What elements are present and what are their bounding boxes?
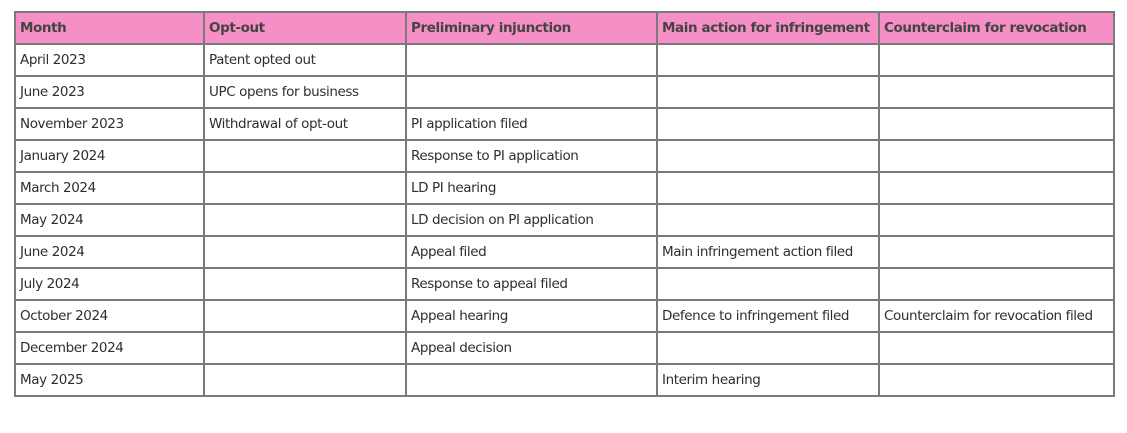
cell-month: May 2024: [15, 204, 204, 236]
cell-counterclaim: [879, 108, 1114, 140]
cell-month: March 2024: [15, 172, 204, 204]
upc-timeline-table: [14, 11, 1115, 397]
cell-opt-out: Withdrawal of opt-out: [204, 108, 406, 140]
cell-month: April 2023: [15, 44, 204, 76]
cell-main-action: [657, 76, 879, 108]
cell-main-action: [657, 44, 879, 76]
cell-preliminary-injunction: LD decision on PI application: [406, 204, 657, 236]
table-row: [15, 140, 1114, 172]
header-opt-out: Opt-out: [204, 12, 406, 44]
cell-month: December 2024: [15, 332, 204, 364]
cell-preliminary-injunction: Response to PI application: [406, 140, 657, 172]
table-row: [15, 268, 1114, 300]
cell-main-action: [657, 332, 879, 364]
cell-main-action: [657, 140, 879, 172]
cell-opt-out: Patent opted out: [204, 44, 406, 76]
cell-month: June 2024: [15, 236, 204, 268]
cell-preliminary-injunction: [406, 364, 657, 396]
table-row: [15, 108, 1114, 140]
cell-month: January 2024: [15, 140, 204, 172]
table-row: [15, 300, 1114, 332]
cell-opt-out: [204, 140, 406, 172]
cell-preliminary-injunction: [406, 44, 657, 76]
cell-counterclaim: Counterclaim for revocation filed: [879, 300, 1114, 332]
cell-opt-out: [204, 268, 406, 300]
cell-counterclaim: [879, 44, 1114, 76]
cell-preliminary-injunction: PI application filed: [406, 108, 657, 140]
cell-preliminary-injunction: [406, 76, 657, 108]
table-row: [15, 364, 1114, 396]
cell-counterclaim: [879, 236, 1114, 268]
header-main-action: Main action for infringement: [657, 12, 879, 44]
header-counterclaim: Counterclaim for revocation: [879, 12, 1114, 44]
cell-month: June 2023: [15, 76, 204, 108]
cell-counterclaim: [879, 76, 1114, 108]
table-row: [15, 172, 1114, 204]
cell-counterclaim: [879, 204, 1114, 236]
cell-preliminary-injunction: Response to appeal filed: [406, 268, 657, 300]
cell-opt-out: [204, 332, 406, 364]
cell-main-action: Interim hearing: [657, 364, 879, 396]
cell-counterclaim: [879, 140, 1114, 172]
cell-opt-out: [204, 364, 406, 396]
table-row: [15, 44, 1114, 76]
cell-preliminary-injunction: Appeal hearing: [406, 300, 657, 332]
cell-month: July 2024: [15, 268, 204, 300]
cell-preliminary-injunction: Appeal filed: [406, 236, 657, 268]
cell-month: October 2024: [15, 300, 204, 332]
cell-main-action: Main infringement action filed: [657, 236, 879, 268]
header-preliminary-injunction: Preliminary injunction: [406, 12, 657, 44]
cell-month: November 2023: [15, 108, 204, 140]
cell-counterclaim: [879, 172, 1114, 204]
table-row: [15, 76, 1114, 108]
cell-opt-out: [204, 236, 406, 268]
table-header-row: [15, 12, 1114, 44]
cell-main-action: Defence to infringement filed: [657, 300, 879, 332]
cell-main-action: [657, 108, 879, 140]
table-row: [15, 204, 1114, 236]
cell-preliminary-injunction: Appeal decision: [406, 332, 657, 364]
cell-opt-out: UPC opens for business: [204, 76, 406, 108]
cell-preliminary-injunction: LD PI hearing: [406, 172, 657, 204]
cell-counterclaim: [879, 364, 1114, 396]
cell-opt-out: [204, 204, 406, 236]
cell-main-action: [657, 268, 879, 300]
cell-opt-out: [204, 300, 406, 332]
table-row: [15, 236, 1114, 268]
cell-counterclaim: [879, 268, 1114, 300]
header-month: Month: [15, 12, 204, 44]
cell-main-action: [657, 172, 879, 204]
table-row: [15, 332, 1114, 364]
cell-month: May 2025: [15, 364, 204, 396]
cell-opt-out: [204, 172, 406, 204]
cell-main-action: [657, 204, 879, 236]
cell-counterclaim: [879, 332, 1114, 364]
